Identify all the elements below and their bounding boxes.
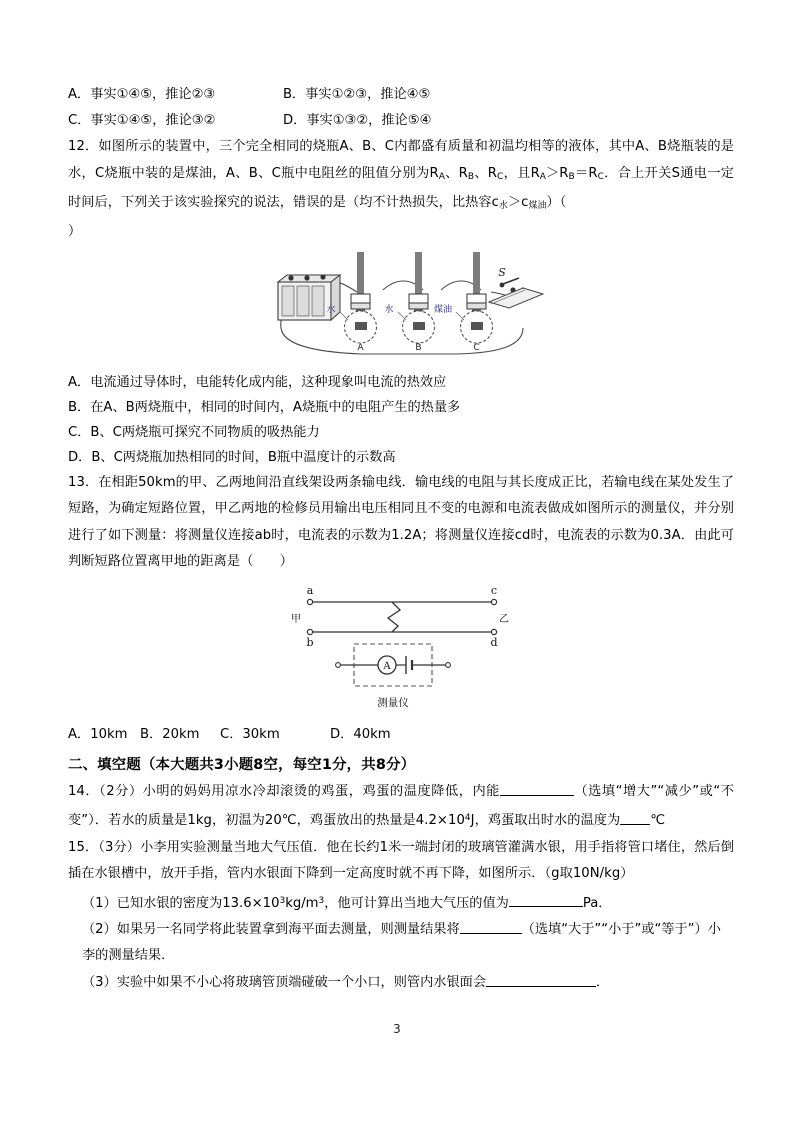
q12-stem-part3: ．合上开关S通电一定时间后，下列关于该实验探究的说法，错误的是（均不计热损失，比热容c — [68, 165, 735, 210]
q12-option-c: C．B、C两烧瓶可探究不同物质的吸热能力 — [68, 424, 320, 440]
q12-sep2: 、R — [474, 165, 498, 181]
section-2-heading: 二、填空题（本大题共3小题8空，每空1分，共8分） — [68, 756, 416, 773]
q15-1-part3: ，他可计算出当地大气压的值为 — [324, 895, 509, 911]
q12-stem-close: ） — [68, 224, 82, 240]
q12-sub-c: C — [497, 171, 504, 182]
q12-sub-c2: C — [597, 171, 604, 182]
q15-1-part1: （1）已知水银的密度为13.6×10 — [82, 895, 280, 911]
terminal-label-b: b — [306, 635, 314, 649]
flask-b — [403, 252, 435, 353]
q13-figure — [68, 580, 734, 716]
q12-option-d: D．B、C两烧瓶加热相同的时间，B瓶中温度计的示数高 — [68, 449, 396, 465]
q12-sub-b2: B — [568, 171, 575, 182]
flask-c — [461, 252, 493, 353]
q12-sub-a2: A — [539, 171, 546, 182]
q11-option-d: D．事实①③②，推论⑤④ — [283, 113, 432, 128]
page-number: 3 — [393, 1022, 401, 1036]
q12-eq: ＝R — [574, 165, 598, 181]
q12-stem-part2: ，且R — [503, 165, 540, 181]
q12-sub-a: A — [438, 171, 445, 182]
transmission-line-short-circuit-diagram — [288, 580, 514, 712]
q15-sub-3 — [68, 970, 734, 997]
q14-blank-1 — [500, 782, 574, 796]
terminal-label-a: a — [306, 583, 314, 597]
q12-option-b: B．在A、B两烧瓶中，相同的时间内，A烧瓶中的电阻产生的热量多 — [68, 399, 461, 415]
svg-text:S: S — [498, 265, 506, 279]
q14-exponent: 4 — [464, 813, 471, 824]
q12-figure — [68, 250, 734, 364]
q14-blank-2 — [620, 812, 650, 826]
q11-options-row-1 — [68, 82, 734, 108]
svg-text:B: B — [415, 342, 422, 353]
liquid-label-c: 煤油 — [433, 304, 453, 315]
q12-sep1: 、R — [444, 165, 468, 181]
q15-3-blank — [486, 973, 596, 987]
question-14 — [68, 779, 734, 835]
q12-stem-end: ）（ — [546, 194, 567, 210]
q13-option-d: D．40km — [330, 726, 391, 742]
q15-2-blank — [460, 920, 522, 934]
q12-option-a: A．电流通过导体时，电能转化成内能，这种现象叫电流的热效应 — [68, 374, 447, 390]
q15-sub-1 — [68, 888, 734, 917]
site-label-jia: 甲 — [291, 613, 301, 625]
figure-caption: 测量仪 — [377, 696, 409, 709]
question-13-stem: 13．在相距50km的甲、乙两地间沿直线架设两条输电线．输电线的电阻与其长度成正比，若输电线在某处发生了短路，为确定短路位置，甲乙两地的检修员用输出电压相同且不变的电源和电流表做成如图所示的测量仪，并分别进行了如下测量：将测量仪连接ab时，电流表的示数为1.2A；将测量仪连接cd时，电流表的示数为0.3A．由此可判断短路位置离甲地的距离是（ ） — [68, 474, 734, 570]
q14-part3: J，鸡蛋取出时水的温度为 — [470, 813, 621, 829]
q12-gt1: ＞R — [545, 165, 569, 181]
q12-sub-water: 水 — [498, 200, 508, 211]
q14-part4: ℃ — [650, 813, 666, 829]
q11-option-c: C．事实①④⑤，推论③② — [68, 113, 216, 128]
liquid-label-a: 水 — [326, 304, 336, 315]
ammeter-label: A — [383, 660, 391, 672]
q11-options-row-2 — [68, 108, 734, 134]
q15-3-part1: （3）实验中如果不小心将玻璃管顶端碰破一个小口，则管内水银面会 — [82, 974, 487, 990]
q11-option-a: A．事实①④⑤，推论②③ — [68, 87, 216, 102]
switch-s — [489, 266, 543, 308]
q15-1-exp1: 3 — [279, 895, 286, 906]
q12-sub-b: B — [467, 171, 475, 182]
q15-1-part2: kg/m — [285, 895, 319, 911]
q15-2-part1: （2）如果另一名同学将此装置拿到海平面去测量，则测量结果将 — [82, 921, 460, 937]
q11-option-b: B．事实①②③，推论④⑤ — [283, 87, 431, 102]
q15-1-part4: Pa． — [582, 895, 612, 911]
q15-2-part2: （选填“大于”“小于”或“等于”）小李的测量结果． — [82, 921, 721, 964]
q15-3-part2: ． — [596, 974, 610, 990]
liquid-label-b: 水 — [384, 304, 394, 315]
question-15-stem: 15．（3分）小李用实验测量当地大气压值．他在长约1米一端封闭的玻璃管灌满水银，用手指将管口堵住，然后倒插在水银槽中，放开手指，管内水银面下降到一定高度时就不再下降，如图所示．（g取10N/kg） — [68, 839, 734, 882]
svg-text:A: A — [357, 342, 364, 353]
q14-part2: （选填“增大”“减少”或“不变”）．若水的质量是1kg，初温为20℃，鸡蛋放出的热量是4.2×10 — [68, 783, 735, 829]
flask-heating-circuit-diagram — [251, 250, 551, 360]
svg-text:C: C — [473, 342, 480, 353]
q13-option-c: C．30km — [220, 726, 280, 742]
site-label-yi: 乙 — [499, 613, 509, 625]
terminal-label-c: c — [490, 583, 498, 597]
q12-stem-part1: 12．如图所示的装置中，三个完全相同的烧瓶A、B、C内都盛有质量和初温均相等的液体，其中A、B烧瓶装的是水，C烧瓶中装的是煤油，A、B、C瓶中电阻丝的阻值分别为R — [68, 139, 734, 181]
q12-gt2: ＞c — [507, 194, 529, 210]
q14-part1: 14．（2分）小明的妈妈用凉水冷却滚烫的鸡蛋，鸡蛋的温度降低，内能 — [68, 783, 500, 799]
q15-sub-2 — [68, 917, 734, 970]
q13-option-a: A．10km — [68, 726, 128, 742]
question-12-stem — [68, 134, 734, 219]
terminal-label-d: d — [490, 635, 498, 649]
q12-sub-kerosene: 煤油 — [528, 200, 547, 211]
q15-1-exp2: 3 — [318, 895, 325, 906]
q15-1-blank — [509, 894, 583, 908]
q13-option-b: B．20km — [140, 726, 200, 742]
q13-options-row — [68, 722, 734, 747]
flask-a — [345, 252, 377, 353]
